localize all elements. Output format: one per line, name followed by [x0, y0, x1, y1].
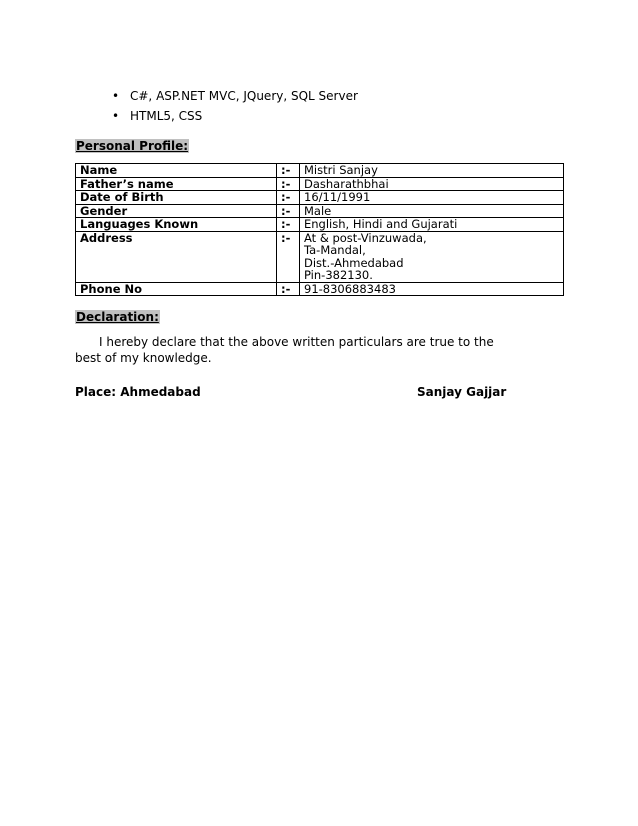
- table-row: [76, 231, 564, 282]
- row-label: Languages Known: [76, 218, 277, 232]
- declaration-text-block: [75, 334, 515, 366]
- table-row: [76, 164, 564, 178]
- row-label: Address: [76, 231, 277, 282]
- row-separator: :-: [277, 204, 300, 218]
- declaration-heading: Declaration:: [76, 310, 159, 324]
- personal-profile-heading: Personal Profile:: [76, 139, 189, 153]
- list-item: [112, 86, 358, 106]
- table-row: [76, 191, 564, 205]
- row-value: Dasharathbhai: [300, 177, 564, 191]
- row-separator: :-: [277, 177, 300, 191]
- bullet-icon: •: [112, 109, 120, 123]
- row-separator: :-: [277, 231, 300, 282]
- row-label: Phone No: [76, 282, 277, 296]
- skill-text: HTML5, CSS: [130, 109, 203, 123]
- address-line: Ta-Mandal,: [304, 243, 366, 257]
- row-label: Gender: [76, 204, 277, 218]
- declaration-text: I hereby declare that the above written particulars are true to the best of my knowledge.: [75, 335, 494, 365]
- list-item: [112, 106, 358, 126]
- row-label: Father’s name: [76, 177, 277, 191]
- row-value: 16/11/1991: [300, 191, 564, 205]
- table-row: [76, 218, 564, 232]
- row-separator: :-: [277, 218, 300, 232]
- table-row: [76, 177, 564, 191]
- row-label: Date of Birth: [76, 191, 277, 205]
- row-separator: :-: [277, 191, 300, 205]
- row-value: Male: [300, 204, 564, 218]
- table-row: [76, 282, 564, 296]
- skills-list: [112, 86, 358, 126]
- row-value: 91-8306883483: [300, 282, 564, 296]
- personal-profile-table: [75, 163, 564, 296]
- address-line: Dist.-Ahmedabad: [304, 255, 404, 270]
- row-separator: :-: [277, 164, 300, 178]
- place-label: Place: Ahmedabad: [75, 385, 201, 399]
- row-separator: :-: [277, 282, 300, 296]
- row-value: English, Hindi and Gujarati: [300, 218, 564, 232]
- signature-name: Sanjay Gajjar: [417, 385, 507, 399]
- address-line: At & post-Vinzuwada,: [304, 230, 427, 245]
- row-label: Name: [76, 164, 277, 178]
- address-line: Pin-382130.: [304, 268, 373, 282]
- table-row: [76, 204, 564, 218]
- address-value: [300, 231, 564, 282]
- skill-text: C#, ASP.NET MVC, JQuery, SQL Server: [130, 89, 358, 103]
- row-value: Mistri Sanjay: [300, 164, 564, 178]
- bullet-icon: •: [112, 89, 120, 103]
